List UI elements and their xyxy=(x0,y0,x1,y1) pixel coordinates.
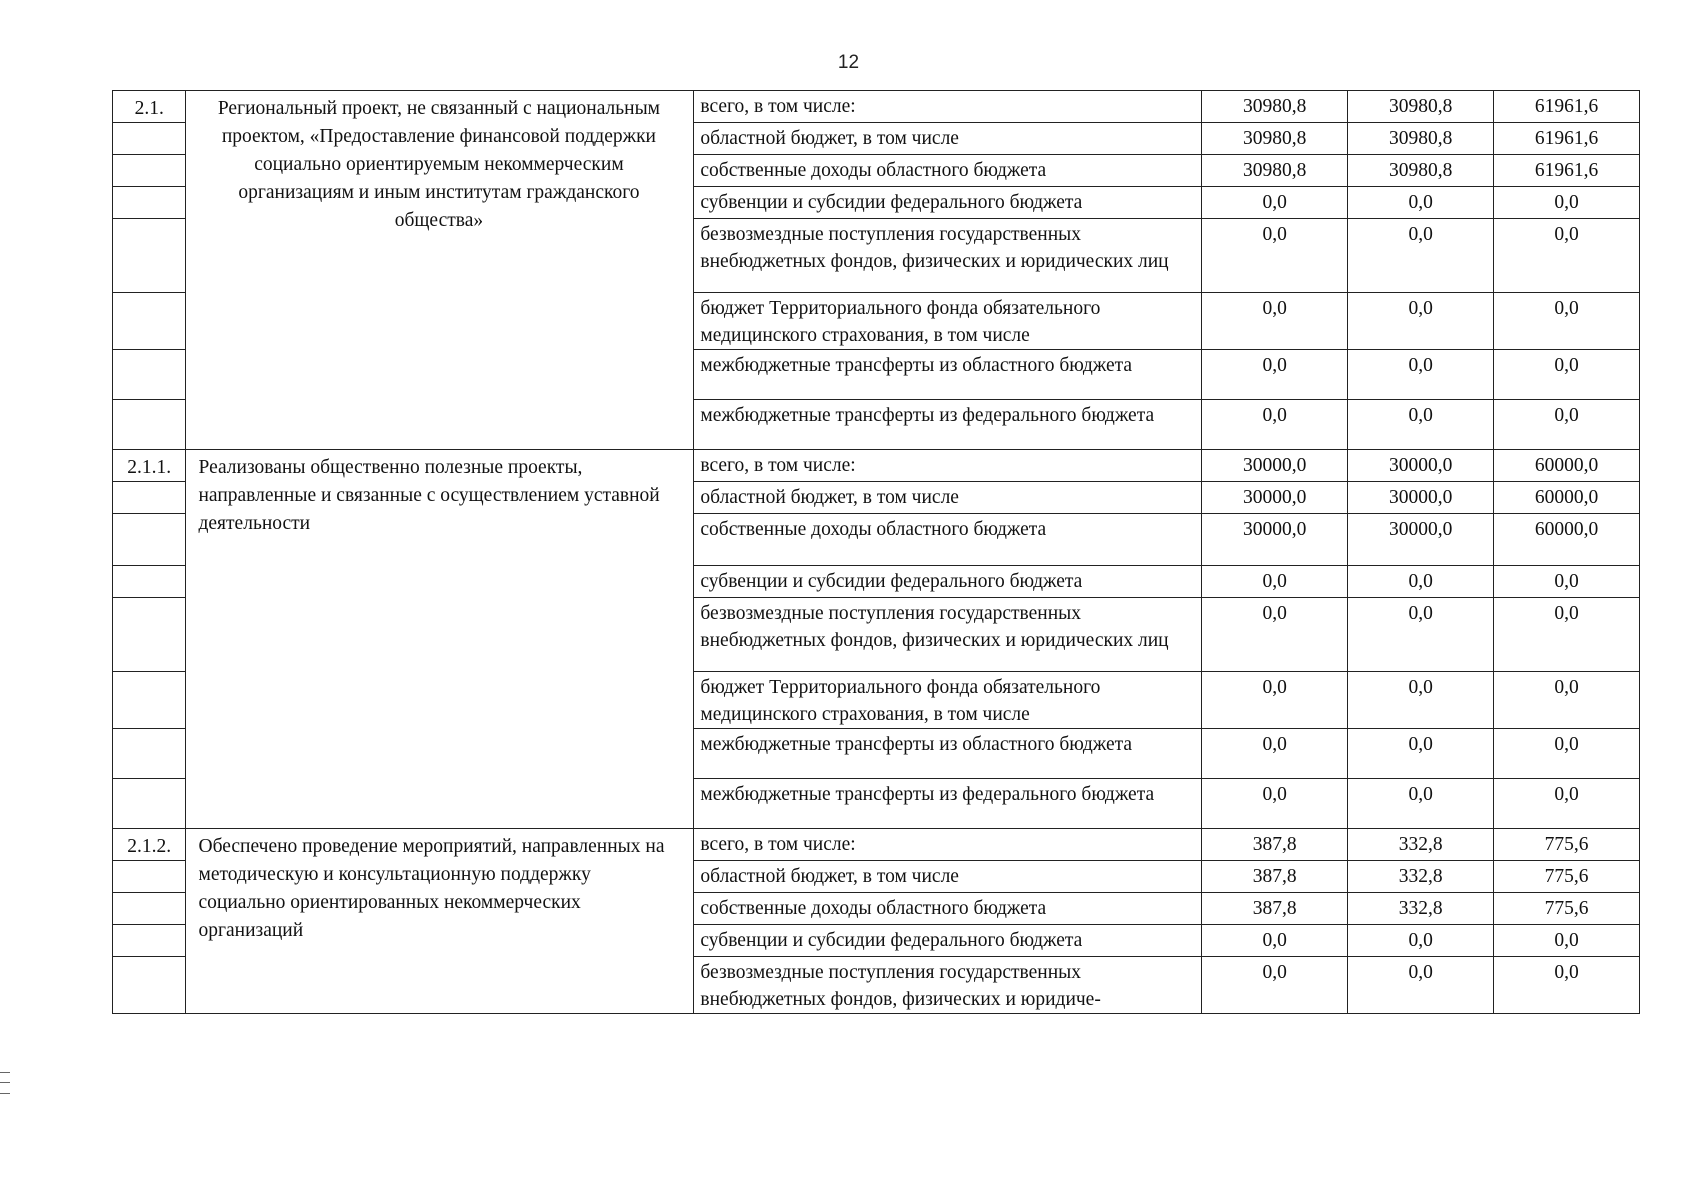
section-number-blank-cell xyxy=(113,482,186,514)
amount-cell-3: 61961,6 xyxy=(1494,123,1640,155)
section-number: 2.1.2. xyxy=(113,829,186,861)
section-number: 2.1. xyxy=(113,91,186,123)
funding-source: бюджет Территориального фонда обязательного медицинского страхования, в том числе xyxy=(694,293,1202,350)
amount-cell-3: 775,6 xyxy=(1494,861,1640,893)
funding-source: собственные доходы областного бюджета xyxy=(694,155,1202,187)
amount-cell-1: 0,0 xyxy=(1202,957,1348,1014)
funding-source: субвенции и субсидии федерального бюджета xyxy=(694,187,1202,219)
amount-cell-3: 775,6 xyxy=(1494,893,1640,925)
section-number-blank-cell xyxy=(113,514,186,566)
amount-cell-3: 61961,6 xyxy=(1494,91,1640,123)
amount-cell-3: 0,0 xyxy=(1494,350,1640,400)
budget-table xyxy=(112,90,1640,1014)
section-number-blank-cell xyxy=(113,598,186,672)
amount-cell-2: 30980,8 xyxy=(1348,91,1494,123)
funding-source: безвозмездные поступления государственных внебюджетных фондов, физических и юридиче- xyxy=(694,957,1202,1014)
amount-cell-1: 30000,0 xyxy=(1202,450,1348,482)
amount-cell-2: 0,0 xyxy=(1348,566,1494,598)
section-number-blank-cell xyxy=(113,925,186,957)
amount-cell-2: 30000,0 xyxy=(1348,482,1494,514)
funding-source: всего, в том числе: xyxy=(694,829,1202,861)
funding-source: всего, в том числе: xyxy=(694,450,1202,482)
amount-cell-2: 0,0 xyxy=(1348,672,1494,729)
funding-source: собственные доходы областного бюджета xyxy=(694,514,1202,566)
amount-cell-2: 30980,8 xyxy=(1348,123,1494,155)
funding-source: областной бюджет, в том числе xyxy=(694,482,1202,514)
section-title: Обеспечено проведение мероприятий, направленных на методическую и консультационную поддержку социально ориентированных некоммерческих организаций xyxy=(186,829,694,1014)
amount-cell-3: 0,0 xyxy=(1494,293,1640,350)
amount-cell-3: 0,0 xyxy=(1494,672,1640,729)
amount-cell-2: 30000,0 xyxy=(1348,514,1494,566)
amount-cell-2: 0,0 xyxy=(1348,598,1494,672)
section-title: Региональный проект, не связанный с национальным проектом, «Предоставление финансовой поддержки социально ориентируемым некоммерческим организациям и иным институтам гражданского общества» xyxy=(186,91,694,450)
amount-cell-3: 775,6 xyxy=(1494,829,1640,861)
funding-source: субвенции и субсидии федерального бюджета xyxy=(694,566,1202,598)
amount-cell-2: 332,8 xyxy=(1348,829,1494,861)
amount-cell-2: 0,0 xyxy=(1348,729,1494,779)
amount-cell-2: 0,0 xyxy=(1348,400,1494,450)
amount-cell-2: 0,0 xyxy=(1348,779,1494,829)
amount-cell-2: 30980,8 xyxy=(1348,155,1494,187)
funding-source: бюджет Территориального фонда обязательного медицинского страхования, в том числе xyxy=(694,672,1202,729)
funding-source: безвозмездные поступления государственных внебюджетных фондов, физических и юридических лиц xyxy=(694,598,1202,672)
amount-cell-2: 332,8 xyxy=(1348,893,1494,925)
section-number-blank-cell xyxy=(113,729,186,779)
amount-cell-3: 0,0 xyxy=(1494,400,1640,450)
funding-source: всего, в том числе: xyxy=(694,91,1202,123)
funding-source: областной бюджет, в том числе xyxy=(694,861,1202,893)
amount-cell-2: 0,0 xyxy=(1348,957,1494,1014)
amount-cell-3: 0,0 xyxy=(1494,779,1640,829)
section-number-blank-cell xyxy=(113,400,186,450)
funding-source: межбюджетные трансферты из областного бюджета xyxy=(694,729,1202,779)
amount-cell-2: 30000,0 xyxy=(1348,450,1494,482)
margin-binding-mark xyxy=(0,1072,10,1094)
amount-cell-1: 0,0 xyxy=(1202,729,1348,779)
table-row xyxy=(113,91,1640,123)
amount-cell-1: 0,0 xyxy=(1202,779,1348,829)
table-row xyxy=(113,450,1640,482)
page-number: 12 xyxy=(837,52,860,73)
amount-cell-1: 0,0 xyxy=(1202,598,1348,672)
section-number-blank-cell xyxy=(113,779,186,829)
amount-cell-1: 0,0 xyxy=(1202,219,1348,293)
funding-source: собственные доходы областного бюджета xyxy=(694,893,1202,925)
amount-cell-2: 0,0 xyxy=(1348,187,1494,219)
amount-cell-2: 332,8 xyxy=(1348,861,1494,893)
funding-source: областной бюджет, в том числе xyxy=(694,123,1202,155)
amount-cell-1: 30980,8 xyxy=(1202,155,1348,187)
amount-cell-3: 61961,6 xyxy=(1494,155,1640,187)
amount-cell-1: 387,8 xyxy=(1202,893,1348,925)
amount-cell-1: 387,8 xyxy=(1202,861,1348,893)
amount-cell-3: 0,0 xyxy=(1494,566,1640,598)
amount-cell-1: 30000,0 xyxy=(1202,482,1348,514)
funding-source: безвозмездные поступления государственных внебюджетных фондов, физических и юридических лиц xyxy=(694,219,1202,293)
funding-source: межбюджетные трансферты из областного бюджета xyxy=(694,350,1202,400)
amount-cell-3: 0,0 xyxy=(1494,729,1640,779)
amount-cell-3: 60000,0 xyxy=(1494,514,1640,566)
amount-cell-3: 0,0 xyxy=(1494,219,1640,293)
funding-source: межбюджетные трансферты из федерального бюджета xyxy=(694,400,1202,450)
section-number-blank-cell xyxy=(113,566,186,598)
amount-cell-1: 0,0 xyxy=(1202,293,1348,350)
section-number-blank-cell xyxy=(113,861,186,893)
table-row xyxy=(113,829,1640,861)
section-number-blank-cell xyxy=(113,155,186,187)
amount-cell-2: 0,0 xyxy=(1348,925,1494,957)
table-body xyxy=(113,91,1640,1014)
amount-cell-3: 0,0 xyxy=(1494,598,1640,672)
section-number-blank-cell xyxy=(113,893,186,925)
amount-cell-1: 0,0 xyxy=(1202,566,1348,598)
amount-cell-2: 0,0 xyxy=(1348,293,1494,350)
funding-source: субвенции и субсидии федерального бюджета xyxy=(694,925,1202,957)
amount-cell-1: 30980,8 xyxy=(1202,91,1348,123)
amount-cell-1: 0,0 xyxy=(1202,350,1348,400)
amount-cell-2: 0,0 xyxy=(1348,219,1494,293)
amount-cell-1: 387,8 xyxy=(1202,829,1348,861)
section-number-blank-cell xyxy=(113,672,186,729)
section-number-blank-cell xyxy=(113,123,186,155)
amount-cell-3: 60000,0 xyxy=(1494,482,1640,514)
amount-cell-3: 0,0 xyxy=(1494,925,1640,957)
amount-cell-1: 0,0 xyxy=(1202,187,1348,219)
section-number-blank-cell xyxy=(113,219,186,293)
section-number: 2.1.1. xyxy=(113,450,186,482)
funding-source: межбюджетные трансферты из федерального бюджета xyxy=(694,779,1202,829)
section-number-blank-cell xyxy=(113,293,186,350)
section-number-blank-cell xyxy=(113,187,186,219)
amount-cell-3: 0,0 xyxy=(1494,187,1640,219)
amount-cell-1: 0,0 xyxy=(1202,925,1348,957)
section-number-blank-cell xyxy=(113,350,186,400)
amount-cell-1: 0,0 xyxy=(1202,400,1348,450)
amount-cell-3: 0,0 xyxy=(1494,957,1640,1014)
section-title: Реализованы общественно полезные проекты, направленные и связанные с осуществлением уставной деятельности xyxy=(186,450,694,829)
amount-cell-1: 0,0 xyxy=(1202,672,1348,729)
amount-cell-2: 0,0 xyxy=(1348,350,1494,400)
amount-cell-1: 30980,8 xyxy=(1202,123,1348,155)
amount-cell-3: 60000,0 xyxy=(1494,450,1640,482)
amount-cell-1: 30000,0 xyxy=(1202,514,1348,566)
section-number-blank-cell xyxy=(113,957,186,1014)
